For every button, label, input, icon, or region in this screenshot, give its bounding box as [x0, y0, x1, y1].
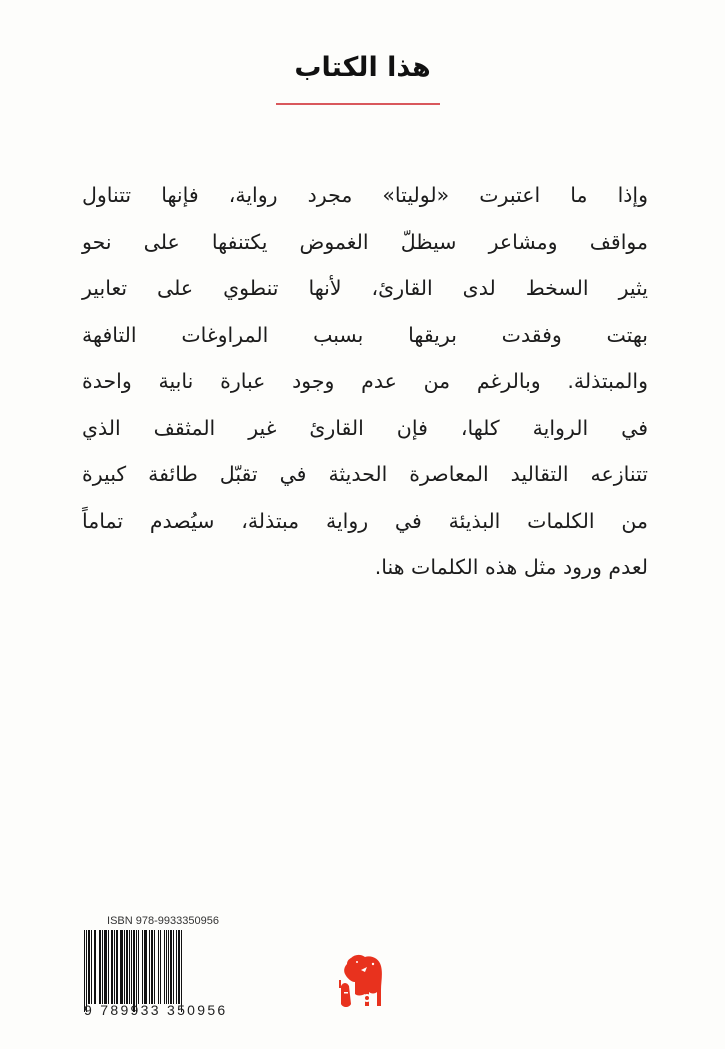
blurb-line: والمبتذلة. وبالرغم من عدم وجود عبارة نابية واحدة [82, 369, 648, 393]
blurb-line: وإذا ما اعتبرت «لوليتا» مجرد رواية، فإنها تتناول [82, 183, 648, 207]
isbn-label: ISBN 978-9933350956 [107, 915, 219, 927]
camel-seal-logo-icon [337, 952, 385, 1010]
blurb-line: في الرواية كلها، فإن القارئ غير المثقف الذي [82, 415, 648, 440]
blurb-line: لعدم ورود مثل هذه الكلمات هنا. [374, 555, 648, 579]
isbn-barcode [84, 914, 228, 1018]
title-divider [276, 103, 440, 105]
barcode-icon [84, 930, 224, 1004]
blurb-paragraph [82, 172, 648, 591]
isbn-digits: 9 789933 350956 [84, 1002, 228, 1018]
book-section-title: هذا الكتاب [294, 52, 431, 83]
blurb-line: من الكلمات البذيئة في رواية مبتذلة، سيُصدم تماماً [82, 508, 648, 533]
blurb-line: تتنازعه التقاليد المعاصرة الحديثة في تقبّل طائفة كبيرة [82, 462, 648, 486]
blurb-line: بهتت وفقدت بريقها بسبب المراوغات التافهة [82, 322, 648, 347]
blurb-line: يثير السخط لدى القارئ، لأنها تنطوي على تعابير [82, 276, 648, 300]
blurb-line: مواقف ومشاعر سيظلّ الغموض يكتنفها على نحو [82, 229, 648, 254]
